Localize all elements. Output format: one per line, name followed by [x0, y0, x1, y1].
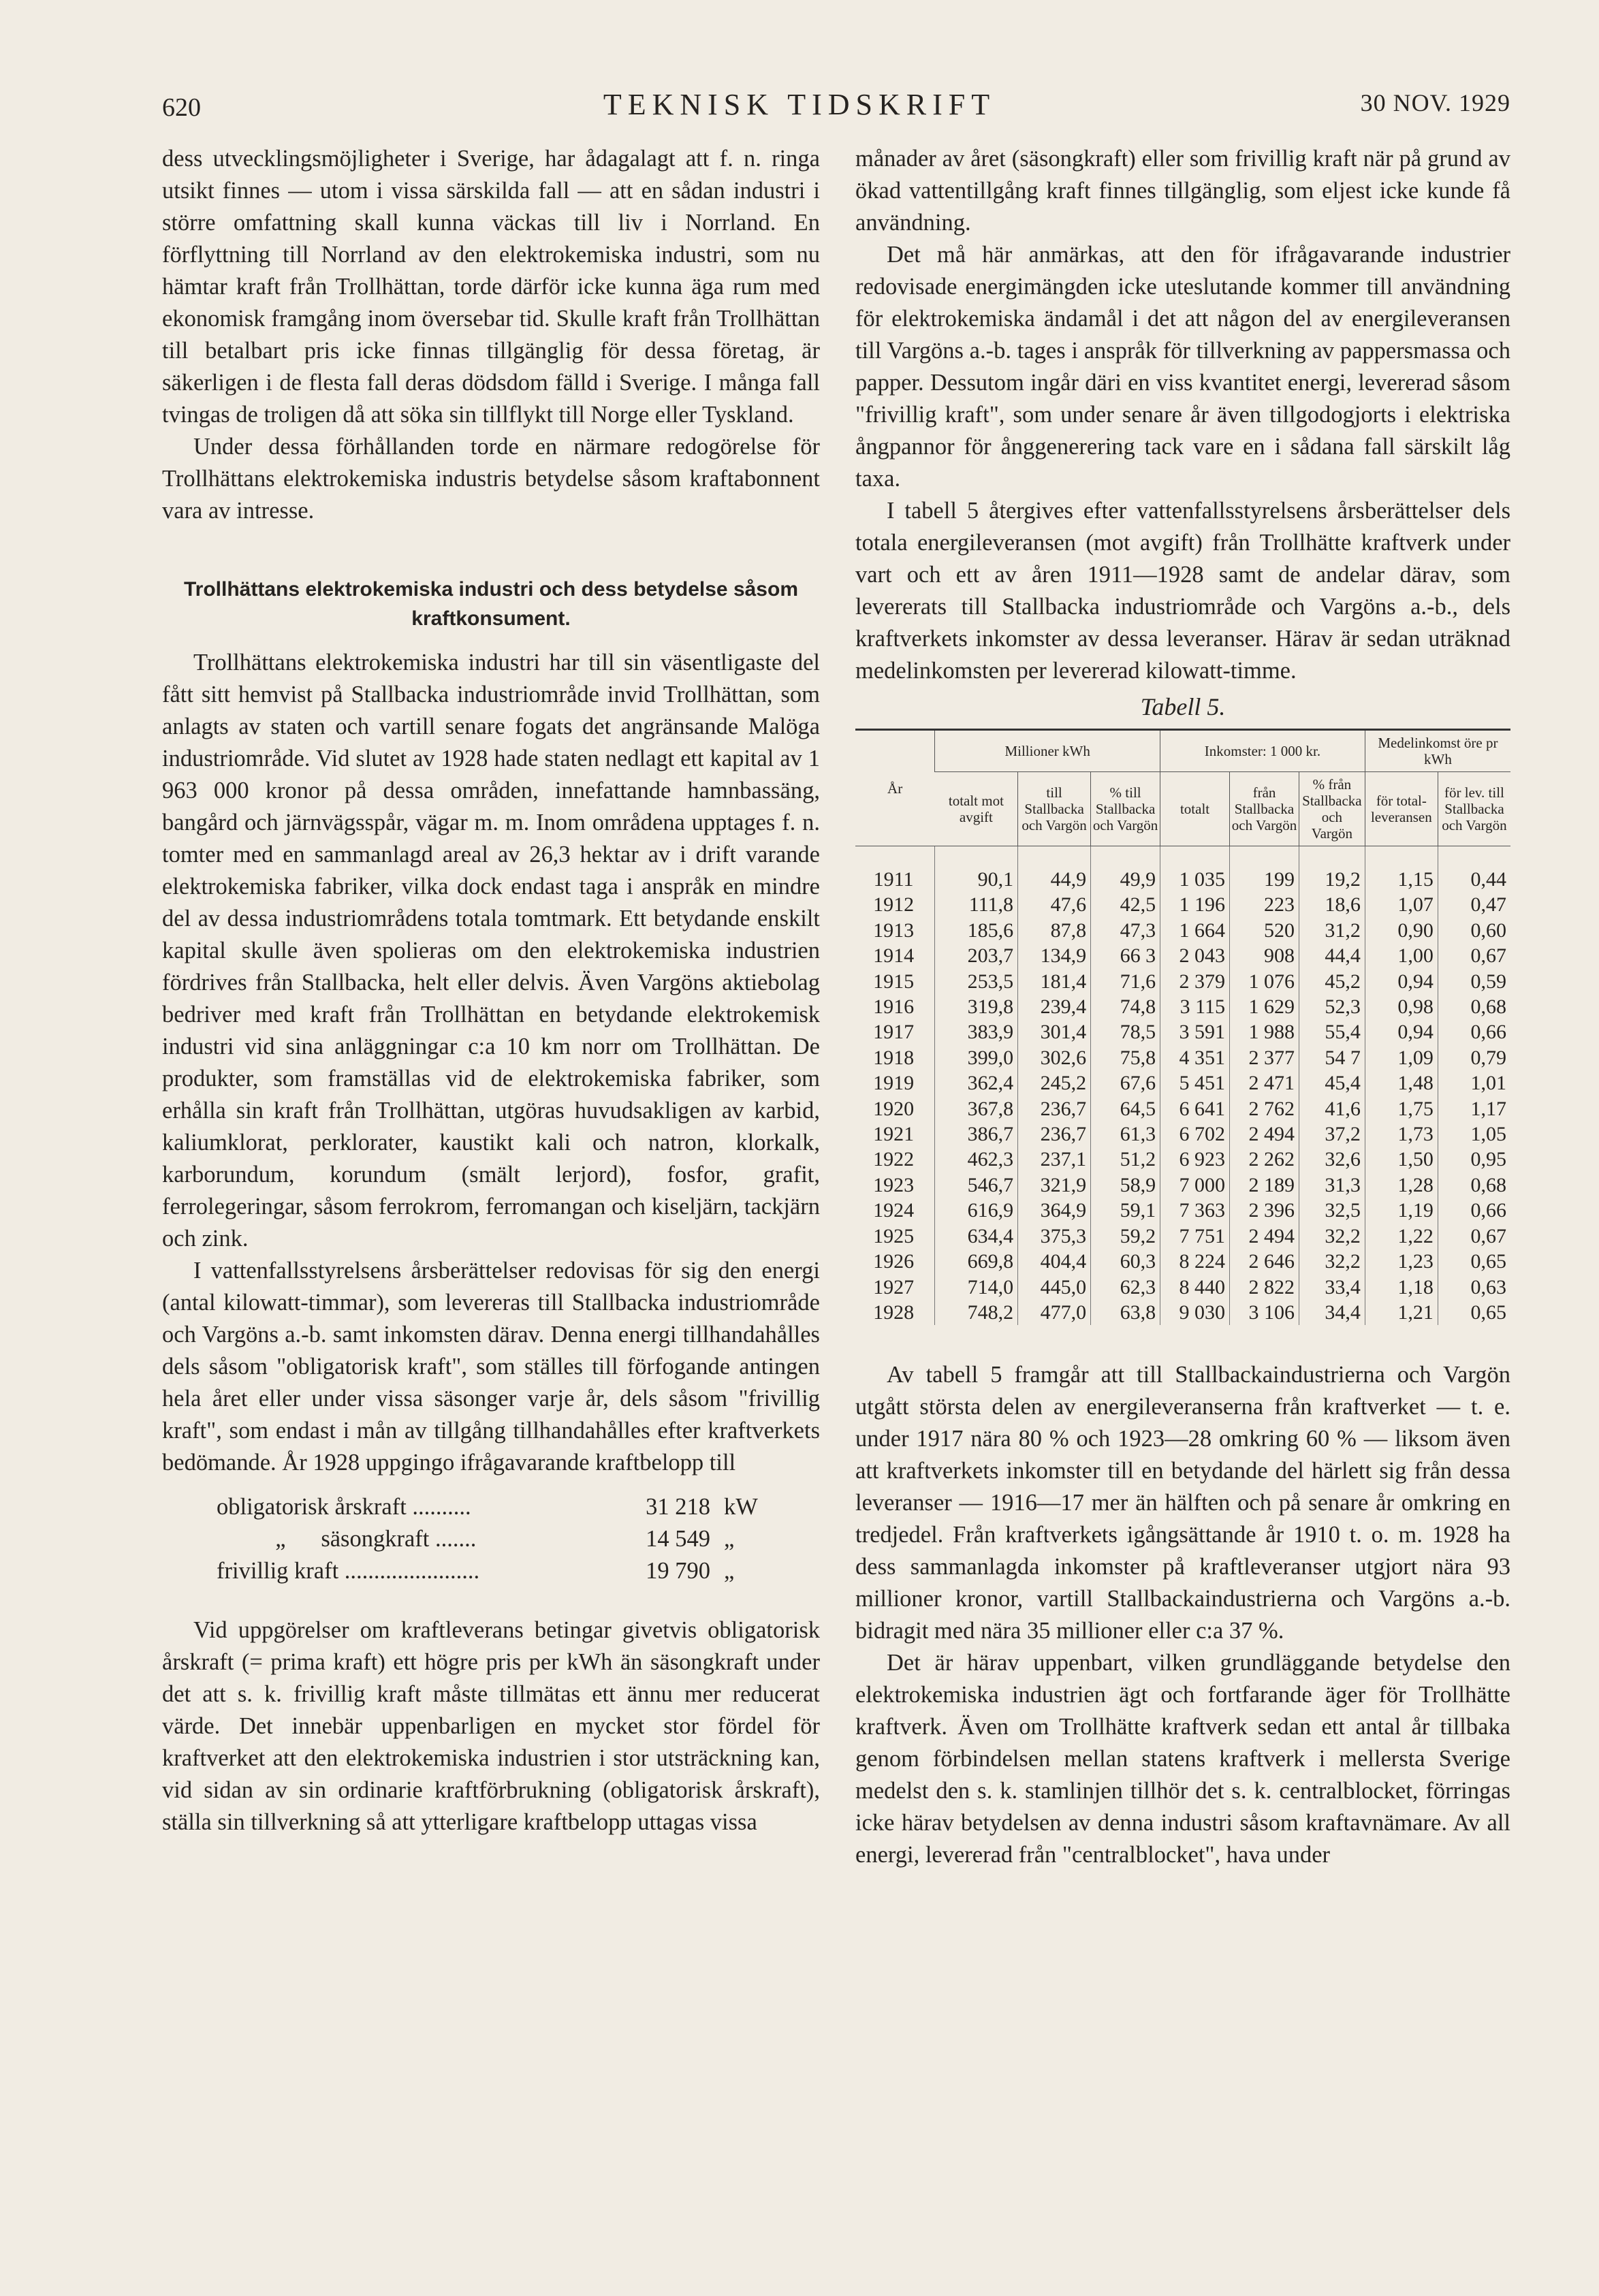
- table-row: [855, 918, 1510, 943]
- table-cell: 37,2: [1299, 1121, 1365, 1147]
- table-cell-year: 1923: [873, 1173, 915, 1196]
- table-row: [855, 1249, 1510, 1274]
- paragraph: I vattenfallsstyrelsens årsberättelser redovisas för sig den energi (antal kilowatt-timmar), som levereras till Stallbacka industriområde och Vargöns a.-b. samt inkomsten därav. Denna energi tillhandahålles dels såsom "obligatorisk kraft", som ställes till förfogande antingen hela året eller under vissa säsonger varje år, dels såsom "frivillig kraft", som endast i mån av tillgång tillhandahålles efter kraftverkets bedömande. År 1928 uppgingo ifrågavarande kraftbelopp till: [162, 1258, 820, 1476]
- table-cell: 669,8: [935, 1249, 1018, 1274]
- table-cell: 32,6: [1299, 1147, 1365, 1172]
- table-cell: 66 3: [1091, 943, 1160, 968]
- left-column: [162, 143, 820, 1838]
- table-cell: 44,4: [1299, 943, 1365, 968]
- table-cell: 302,6: [1018, 1045, 1091, 1070]
- table-cell: 0,90: [1365, 918, 1438, 943]
- power-label: frivillig kraft .......................: [217, 1558, 480, 1584]
- table-cell: 301,4: [1018, 1019, 1091, 1045]
- table-row: [855, 1019, 1510, 1045]
- table-cell-year: 1916: [873, 995, 915, 1019]
- table-row: [855, 1121, 1510, 1147]
- paragraph: Det må här anmärkas, att den för ifrågavarande industrier redovisade energimängden icke uteslutande kommer till användning för elektrokemiska ändamål i det att någon del av energileveransen till Vargöns a.-b. tages i anspråk för tillverkning av pappersmassa och papper. Dessutom ingår däri en viss kvantitet energi, levererad såsom "frivillig kraft", som under senare år även tillgodogjorts i elektriska ångpannor för ånggenerering tack vare en i sådana fall särskilt låg taxa.: [855, 242, 1510, 492]
- table-cell: 0,68: [1438, 1173, 1510, 1198]
- table-cell: 0,63: [1438, 1275, 1510, 1300]
- right-column: [855, 143, 1510, 1871]
- power-label: obligatorisk årskraft ..........: [217, 1494, 471, 1520]
- table-cell: 3 115: [1160, 994, 1230, 1019]
- table-cell: 2 646: [1230, 1249, 1299, 1274]
- paragraph: Det är härav uppenbart, vilken grundläggande betydelse den elektrokemiska industrien ägt och fortfarande äger för Trollhätte kraftverk. Även om Trollhätte kraftverk sedan ett antal år tillbaka genom förbindelsen mellan statens kraftverk i mellersta Sverige medelst den s. k. stamlinjen tillhör det s. k. centralblocket, förringas icke härav betydelsen av denna industri såsom kraftavnämare. Av all energi, levererad från "centralblocket", hava under: [855, 1650, 1510, 1868]
- table-cell: 2 379: [1160, 969, 1230, 994]
- table-cell: 1,23: [1365, 1249, 1438, 1274]
- table-cell: 58,9: [1091, 1173, 1160, 1198]
- table-cell: 64,5: [1091, 1096, 1160, 1121]
- table-cell: 111,8: [935, 892, 1018, 917]
- table-cell: 0,65: [1438, 1300, 1510, 1325]
- power-value: 31 218: [646, 1494, 710, 1520]
- paragraph: I tabell 5 återgives efter vattenfallsstyrelsens årsberättelser dels totala energileveransen (mot avgift) från Trollhätte kraftverk under vart och ett av åren 1911—1928 samt de andelar därav, som levererats till Stallbacka industriområde och Vargöns a.-b., dels kraftverkets inkomster av dessa leveranser. Härav är sedan uträknad medelinkomsten per levererad kilowatt-timme.: [855, 498, 1510, 684]
- table-cell: 375,3: [1018, 1224, 1091, 1249]
- table-cell: 223: [1230, 892, 1299, 917]
- table-cell-year: 1922: [873, 1148, 915, 1171]
- table-cell: 445,0: [1018, 1275, 1091, 1300]
- table-cell: 0,98: [1365, 994, 1438, 1019]
- table-cell: 8 224: [1160, 1249, 1230, 1274]
- table-header-cell: % till Stallbacka och Vargön: [1091, 772, 1160, 846]
- table-cell: 6 702: [1160, 1121, 1230, 1147]
- table-cell: 52,3: [1299, 994, 1365, 1019]
- table-cell: 1,48: [1365, 1070, 1438, 1096]
- table-cell: 0,60: [1438, 918, 1510, 943]
- table-cell: 2 822: [1230, 1275, 1299, 1300]
- table-cell: 0,44: [1438, 846, 1510, 893]
- paragraph: Trollhättans elektrokemiska industri har till sin väsentligaste del fått sitt hemvist på Stallbacka industriområde invid Trollhättan, som anlagts av staten och vartill senare fogats det angränsande Malöga industriområde. Vid slutet av 1928 hade staten nedlagt ett kapital av 1 963 000 kronor på dessa områden, innefattande hamnbassäng, bangård och järnvägsspår, vägar m. m. Inom områdena upptages f. n. tomter med en sammanlagd areal av 26,3 hektar av i drift varande elektrokemiska fabriker, vilka dock endast taga i anspråk en mindre del av dessa industriområdens totala tomtmark. Ett betydande enskilt kapital skulle även spolieras om den elektrokemiska industrien fördrives från Stallbacka, helt eller delvis. Även Vargöns aktiebolag bedriver med kraft från Trollhättan en betydande elektrokemisk industri vid sina anläggningar c:a 10 km norr om Trollhättan. De produkter, som framställas vid de elektrokemiska fabriker, som erhålla sin kraft från Trollhättan, utgöras huvudsakligen av karbid, kaliumklorat, perklorater, kaustikt kali och natron, klorkalk, karborundum, korundum (smält lerjord), fosfor, grafit, ferrolegeringar, såsom ferrokrom, ferromangan och kiseljärn, tackjärn och zink.: [162, 650, 820, 1251]
- table-cell: 203,7: [935, 943, 1018, 968]
- table-header-cell: för lev. till Stallbacka och Vargön: [1438, 772, 1510, 846]
- table-cell: 0,95: [1438, 1147, 1510, 1172]
- table-cell: 7 000: [1160, 1173, 1230, 1198]
- table-cell: 319,8: [935, 994, 1018, 1019]
- page-number: 620: [162, 93, 201, 122]
- data-table: [855, 729, 1510, 1325]
- table-cell: 362,4: [935, 1070, 1018, 1096]
- table-cell: 87,8: [1018, 918, 1091, 943]
- table-cell: 1,05: [1438, 1121, 1510, 1147]
- table-cell: 253,5: [935, 969, 1018, 994]
- section-heading: Trollhättans elektrokemiska industri och dess betydelse såsom kraftkonsument.: [183, 578, 798, 630]
- power-list-row: [217, 1555, 820, 1587]
- table-cell-year: 1915: [873, 970, 915, 993]
- table-row: [855, 1198, 1510, 1223]
- table-row: [855, 1300, 1510, 1325]
- table-cell: 0,67: [1438, 1224, 1510, 1249]
- table-row: [855, 1275, 1510, 1300]
- table-header-group-income: Inkomster: 1 000 kr.: [1160, 730, 1365, 772]
- table-cell: 1,50: [1365, 1147, 1438, 1172]
- table-cell: 2 377: [1230, 1045, 1299, 1070]
- paragraph: Av tabell 5 framgår att till Stallbackaindustrierna och Vargön utgått största delen av energileveranserna från kraftverket — t. e. under 1917 nära 80 % och 1923—28 omkring 60 % — liksom även att kraftverkets inkomster till en betydande del härlett sig från dessa leveranser — 1916—17 mer än hälften och på senare år omkring en tredjedel. Från kraftverkets igångsättande år 1910 t. o. m. 1928 ha dess sammanlagda inkomster på kraftleveranser utgjort nära 93 millioner kronor, vartill Stallbackaindustrierna och Vargöns a.-b. bidragit med nära 35 millioner eller c:a 37 %.: [855, 1362, 1510, 1644]
- table-cell: 31,2: [1299, 918, 1365, 943]
- paragraph: Under dessa förhållanden torde en närmare redogörelse för Trollhättans elektrokemiska industris betydelse såsom kraftabonnent vara av intresse.: [162, 434, 820, 524]
- table-cell: 62,3: [1091, 1275, 1160, 1300]
- page-header: [0, 87, 1599, 128]
- table-cell: 1,21: [1365, 1300, 1438, 1325]
- table-cell: 78,5: [1091, 1019, 1160, 1045]
- table-cell: 399,0: [935, 1045, 1018, 1070]
- table-cell: 90,1: [935, 846, 1018, 893]
- table-cell: 2 189: [1230, 1173, 1299, 1198]
- table-cell: 51,2: [1091, 1147, 1160, 1172]
- table-cell: 67,6: [1091, 1070, 1160, 1096]
- table-cell: 7 751: [1160, 1224, 1230, 1249]
- table-cell: 41,6: [1299, 1096, 1365, 1121]
- table-cell: 1,00: [1365, 943, 1438, 968]
- table-cell-year: 1912: [873, 893, 915, 916]
- table-cell: 74,8: [1091, 994, 1160, 1019]
- table-cell: 236,7: [1018, 1096, 1091, 1121]
- table-cell: 134,9: [1018, 943, 1091, 968]
- table-cell: 2 494: [1230, 1224, 1299, 1249]
- table-cell-year: 1914: [873, 944, 915, 968]
- table-cell-year: 1913: [873, 919, 915, 942]
- table-cell: 47,6: [1018, 892, 1091, 917]
- table-wrap: [855, 729, 1510, 1325]
- table-cell: 42,5: [1091, 892, 1160, 917]
- table-cell: 748,2: [935, 1300, 1018, 1325]
- table-cell: 9 030: [1160, 1300, 1230, 1325]
- table-row: [855, 969, 1510, 994]
- power-unit: „: [724, 1526, 735, 1552]
- table-cell: 19,2: [1299, 846, 1365, 893]
- table-header-group-mkwh: Millioner kWh: [935, 730, 1160, 772]
- table-cell: 55,4: [1299, 1019, 1365, 1045]
- table-cell: 32,2: [1299, 1224, 1365, 1249]
- table-cell-year: 1927: [873, 1275, 915, 1298]
- table-header-cell: % från Stallbacka och Vargön: [1299, 772, 1365, 846]
- table-caption: Tabell 5.: [1140, 693, 1226, 720]
- table-cell: 61,3: [1091, 1121, 1160, 1147]
- table-cell: 1 988: [1230, 1019, 1299, 1045]
- power-label: „ säsongkraft .......: [217, 1526, 477, 1552]
- table-cell: 181,4: [1018, 969, 1091, 994]
- table-cell: 44,9: [1018, 846, 1091, 893]
- table-row: [855, 1096, 1510, 1121]
- table-cell: 32,2: [1299, 1249, 1365, 1274]
- table-cell: 34,4: [1299, 1300, 1365, 1325]
- table-cell: 54 7: [1299, 1045, 1365, 1070]
- table-cell: 1 035: [1160, 846, 1230, 893]
- table-row: [855, 1045, 1510, 1070]
- table-row: [855, 943, 1510, 968]
- table-cell: 2 396: [1230, 1198, 1299, 1223]
- table-cell: 0,94: [1365, 1019, 1438, 1045]
- table-cell: 714,0: [935, 1275, 1018, 1300]
- table-cell: 386,7: [935, 1121, 1018, 1147]
- table-cell: 75,8: [1091, 1045, 1160, 1070]
- table-body: [855, 846, 1510, 1326]
- issue-date: 30 NOV. 1929: [1360, 89, 1510, 116]
- table-cell: 237,1: [1018, 1147, 1091, 1172]
- table-cell: 477,0: [1018, 1300, 1091, 1325]
- table-cell: 364,9: [1018, 1198, 1091, 1223]
- table-cell: 4 351: [1160, 1045, 1230, 1070]
- table-cell: 2 762: [1230, 1096, 1299, 1121]
- table-cell: 634,4: [935, 1224, 1018, 1249]
- table-cell: 1,28: [1365, 1173, 1438, 1198]
- table-cell: 185,6: [935, 918, 1018, 943]
- table-cell: 0,79: [1438, 1045, 1510, 1070]
- table-cell: 0,65: [1438, 1249, 1510, 1274]
- table-cell: 0,67: [1438, 943, 1510, 968]
- table-cell: 7 363: [1160, 1198, 1230, 1223]
- table-cell: 1,18: [1365, 1275, 1438, 1300]
- power-unit: „: [724, 1558, 735, 1584]
- table-cell-year: 1920: [873, 1097, 915, 1120]
- table-cell: 321,9: [1018, 1173, 1091, 1198]
- table-cell: 1,75: [1365, 1096, 1438, 1121]
- table-cell: 1,09: [1365, 1045, 1438, 1070]
- paragraph: Vid uppgörelser om kraftleverans betingar givetvis obligatorisk årskraft (= prima kraft) ett högre pris per kWh än säsongkraft under det att s. k. frivillig kraft måste tillmätas ett ännu mer reducerat värde. Det innebär uppenbarligen en mycket stor fördel för kraftverket att den elektrokemiska industrien i stor utsträckning kan, vid sidan av sin ordinarie kraftförbrukning (obligatorisk årskraft), ställa sin tillverkning så att ytterligare kraftbelopp uttagas vissa: [162, 1617, 820, 1835]
- table-cell: 33,4: [1299, 1275, 1365, 1300]
- table-cell-year: 1925: [873, 1224, 915, 1247]
- table-cell: 1,17: [1438, 1096, 1510, 1121]
- table-cell: 32,5: [1299, 1198, 1365, 1223]
- table-cell: 2 262: [1230, 1147, 1299, 1172]
- power-value: 14 549: [646, 1526, 710, 1552]
- table-row: [855, 1173, 1510, 1198]
- table-cell: 1,07: [1365, 892, 1438, 917]
- power-list-row: [217, 1491, 820, 1523]
- table-header-group-avg: Medelinkomst öre pr kWh: [1365, 730, 1510, 772]
- table-header-cell: för total-leveransen: [1365, 772, 1438, 846]
- table-cell: 239,4: [1018, 994, 1091, 1019]
- table-cell: 1 629: [1230, 994, 1299, 1019]
- paragraph: månader av året (säsongkraft) eller som frivillig kraft när på grund av ökad vattentillgång kraft finnes tillgänglig, som eljest icke kunde få användning.: [855, 146, 1510, 236]
- table-cell: 404,4: [1018, 1249, 1091, 1274]
- table-row: [855, 1070, 1510, 1096]
- table-cell: 1 664: [1160, 918, 1230, 943]
- table-cell: 245,2: [1018, 1070, 1091, 1096]
- power-list-row: [217, 1523, 820, 1555]
- table-cell-year: 1911: [873, 868, 914, 891]
- table-cell-year: 1917: [873, 1021, 915, 1044]
- table-cell-year: 1926: [873, 1250, 915, 1273]
- table-cell-year: 1918: [873, 1046, 915, 1069]
- table-cell: 616,9: [935, 1198, 1018, 1223]
- table-cell: 2 494: [1230, 1121, 1299, 1147]
- table-cell-year: 1928: [873, 1301, 915, 1324]
- table-cell: 18,6: [1299, 892, 1365, 917]
- table-cell: 367,8: [935, 1096, 1018, 1121]
- table-cell: 1 196: [1160, 892, 1230, 917]
- table-cell: 47,3: [1091, 918, 1160, 943]
- table-cell: 3 591: [1160, 1019, 1230, 1045]
- table-row: [855, 994, 1510, 1019]
- table-header-cell: från Stallbacka och Vargön: [1230, 772, 1299, 846]
- table-row: [855, 846, 1510, 893]
- table-cell: 0,47: [1438, 892, 1510, 917]
- table-cell: 2 043: [1160, 943, 1230, 968]
- table-cell: 3 106: [1230, 1300, 1299, 1325]
- table-cell: 0,66: [1438, 1019, 1510, 1045]
- table-cell: 45,4: [1299, 1070, 1365, 1096]
- table-cell: 59,1: [1091, 1198, 1160, 1223]
- table-cell: 383,9: [935, 1019, 1018, 1045]
- table-cell: 0,68: [1438, 994, 1510, 1019]
- table-cell: 1,01: [1438, 1070, 1510, 1096]
- power-unit: kW: [724, 1494, 758, 1520]
- table-cell: 462,3: [935, 1147, 1018, 1172]
- table-cell: 6 923: [1160, 1147, 1230, 1172]
- table-cell: 908: [1230, 943, 1299, 968]
- table-header-cell: totalt: [1160, 772, 1230, 846]
- journal-title: TEKNISK TIDSKRIFT: [603, 88, 996, 121]
- table-row: [855, 1147, 1510, 1172]
- table-cell: 31,3: [1299, 1173, 1365, 1198]
- table-cell: 5 451: [1160, 1070, 1230, 1096]
- power-list: [217, 1491, 820, 1587]
- table-header-cell: till Stallbacka och Vargön: [1018, 772, 1091, 846]
- table-cell: 59,2: [1091, 1224, 1160, 1249]
- table-row: [855, 892, 1510, 917]
- table-cell: 45,2: [1299, 969, 1365, 994]
- table-cell: 60,3: [1091, 1249, 1160, 1274]
- power-value: 19 790: [646, 1558, 710, 1584]
- table-cell: 199: [1230, 846, 1299, 893]
- table-cell: 1,73: [1365, 1121, 1438, 1147]
- table-cell: 0,59: [1438, 969, 1510, 994]
- table-cell: 6 641: [1160, 1096, 1230, 1121]
- table-header-year: År: [855, 730, 935, 846]
- table-cell: 1,15: [1365, 846, 1438, 893]
- table-cell: 520: [1230, 918, 1299, 943]
- table-cell: 8 440: [1160, 1275, 1230, 1300]
- table-cell: 1,19: [1365, 1198, 1438, 1223]
- paragraph: dess utvecklingsmöjligheter i Sverige, har ådagalagt att f. n. ringa utsikt finnes — utom i vissa särskilda fall — att en sådan industri i större omfattning skall kunna väckas till liv i Norrland. En förflyttning till Norrland av den elektrokemiska industri, som nu hämtar kraft från Trollhättan, torde därför icke kunna äga rum med ekonomisk framgång inom översebar tid. Skulle kraft från Trollhättan till betalbart pris icke finnas tillgänglig för dessa företag, är säkerligen i de flesta fall deras dödsdom fälld i Sverige. I många fall tvingas de troligen då att söka sin tillflykt till Norge eller Tyskland.: [162, 146, 820, 428]
- table-cell: 49,9: [1091, 846, 1160, 893]
- table-cell-year: 1924: [873, 1199, 915, 1222]
- table-cell: 1 076: [1230, 969, 1299, 994]
- table-cell: 236,7: [1018, 1121, 1091, 1147]
- table-cell: 546,7: [935, 1173, 1018, 1198]
- table-header-cell: totalt mot avgift: [935, 772, 1018, 846]
- table-cell: 63,8: [1091, 1300, 1160, 1325]
- table-cell: 0,66: [1438, 1198, 1510, 1223]
- table-cell-year: 1921: [873, 1123, 915, 1146]
- table-cell: 71,6: [1091, 969, 1160, 994]
- table-cell: 0,94: [1365, 969, 1438, 994]
- table-cell: 2 471: [1230, 1070, 1299, 1096]
- table-row: [855, 1224, 1510, 1249]
- table-cell-year: 1919: [873, 1072, 915, 1095]
- table-cell: 1,22: [1365, 1224, 1438, 1249]
